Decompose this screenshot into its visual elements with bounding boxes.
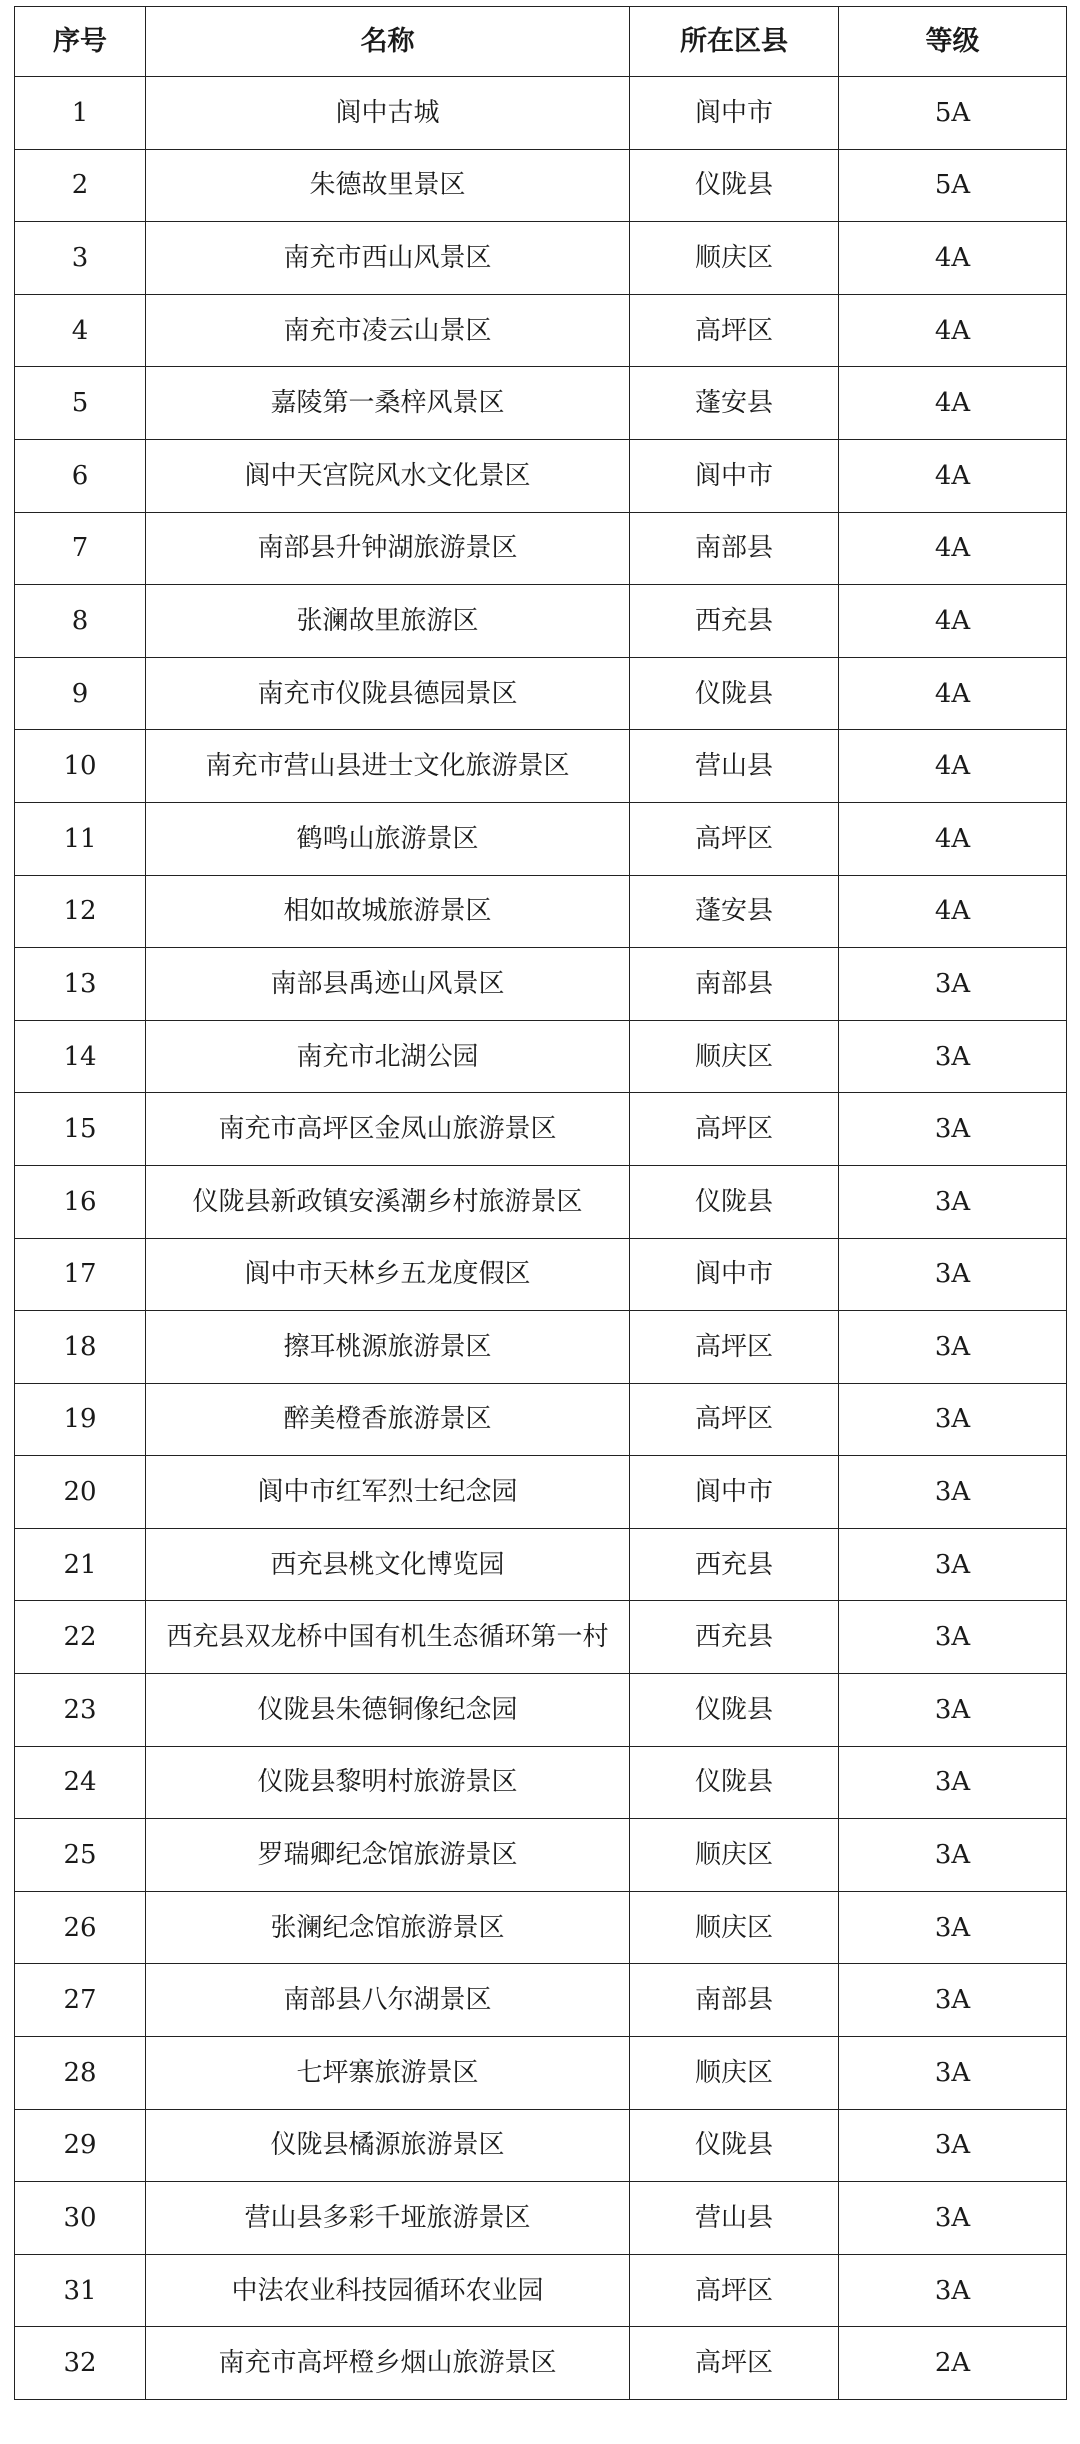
cell-scenic-name: 南充市高坪区金凤山旅游景区 (146, 1093, 630, 1166)
cell-district: 阆中市 (630, 1456, 839, 1529)
cell-district: 顺庆区 (630, 1819, 839, 1892)
cell-district: 高坪区 (630, 1311, 839, 1384)
cell-level: 3A (839, 2182, 1067, 2255)
cell-scenic-name: 南充市仪陇县德园景区 (146, 657, 630, 730)
table-row (15, 367, 1067, 440)
table-row (15, 2182, 1067, 2255)
cell-scenic-name: 相如故城旅游景区 (146, 875, 630, 948)
cell-district: 西充县 (630, 1528, 839, 1601)
cell-serial-number: 30 (15, 2182, 146, 2255)
cell-scenic-name: 南充市高坪橙乡烟山旅游景区 (146, 2327, 630, 2400)
cell-scenic-name: 南充市北湖公园 (146, 1020, 630, 1093)
cell-district: 阆中市 (630, 439, 839, 512)
table-row (15, 1964, 1067, 2037)
cell-scenic-name: 南充市西山风景区 (146, 222, 630, 295)
cell-scenic-name: 仪陇县朱德铜像纪念园 (146, 1674, 630, 1747)
cell-serial-number: 17 (15, 1238, 146, 1311)
cell-level: 4A (839, 730, 1067, 803)
cell-level: 3A (839, 1238, 1067, 1311)
cell-district: 高坪区 (630, 1093, 839, 1166)
cell-serial-number: 15 (15, 1093, 146, 1166)
cell-scenic-name: 仪陇县新政镇安溪潮乡村旅游景区 (146, 1165, 630, 1238)
cell-scenic-name: 南充市凌云山景区 (146, 294, 630, 367)
cell-serial-number: 27 (15, 1964, 146, 2037)
cell-district: 高坪区 (630, 1383, 839, 1456)
cell-serial-number: 13 (15, 948, 146, 1021)
cell-serial-number: 7 (15, 512, 146, 585)
cell-serial-number: 10 (15, 730, 146, 803)
cell-district: 南部县 (630, 1964, 839, 2037)
cell-level: 3A (839, 1383, 1067, 1456)
cell-scenic-name: 朱德故里景区 (146, 149, 630, 222)
cell-scenic-name: 中法农业科技园循环农业园 (146, 2254, 630, 2327)
scenic-spots-table-container (14, 6, 1066, 2400)
cell-serial-number: 5 (15, 367, 146, 440)
cell-serial-number: 3 (15, 222, 146, 295)
cell-level: 4A (839, 294, 1067, 367)
cell-district: 西充县 (630, 585, 839, 658)
cell-district: 仪陇县 (630, 149, 839, 222)
cell-district: 蓬安县 (630, 367, 839, 440)
cell-level: 3A (839, 1964, 1067, 2037)
cell-scenic-name: 张澜纪念馆旅游景区 (146, 1891, 630, 1964)
cell-scenic-name: 南部县八尔湖景区 (146, 1964, 630, 2037)
table-row (15, 1020, 1067, 1093)
cell-district: 高坪区 (630, 2327, 839, 2400)
cell-level: 3A (839, 1891, 1067, 1964)
cell-scenic-name: 罗瑞卿纪念馆旅游景区 (146, 1819, 630, 1892)
cell-serial-number: 8 (15, 585, 146, 658)
table-row (15, 1311, 1067, 1384)
table-row (15, 1383, 1067, 1456)
cell-district: 顺庆区 (630, 222, 839, 295)
cell-district: 顺庆区 (630, 1020, 839, 1093)
cell-serial-number: 14 (15, 1020, 146, 1093)
cell-serial-number: 24 (15, 1746, 146, 1819)
table-row (15, 1601, 1067, 1674)
cell-scenic-name: 仪陇县黎明村旅游景区 (146, 1746, 630, 1819)
cell-district: 高坪区 (630, 802, 839, 875)
cell-serial-number: 26 (15, 1891, 146, 1964)
cell-level: 3A (839, 1020, 1067, 1093)
table-row (15, 657, 1067, 730)
cell-level: 3A (839, 2109, 1067, 2182)
table-row (15, 1528, 1067, 1601)
cell-district: 顺庆区 (630, 1891, 839, 1964)
cell-serial-number: 22 (15, 1601, 146, 1674)
cell-scenic-name: 鹤鸣山旅游景区 (146, 802, 630, 875)
cell-serial-number: 4 (15, 294, 146, 367)
cell-scenic-name: 阆中古城 (146, 77, 630, 150)
cell-level: 3A (839, 1093, 1067, 1166)
cell-level: 3A (839, 1674, 1067, 1747)
cell-level: 4A (839, 585, 1067, 658)
cell-level: 3A (839, 1601, 1067, 1674)
cell-serial-number: 32 (15, 2327, 146, 2400)
table-row (15, 1093, 1067, 1166)
table-header-row (15, 7, 1067, 77)
table-row (15, 875, 1067, 948)
cell-scenic-name: 嘉陵第一桑梓风景区 (146, 367, 630, 440)
table-row (15, 585, 1067, 658)
table-row (15, 149, 1067, 222)
cell-district: 仪陇县 (630, 1165, 839, 1238)
cell-district: 营山县 (630, 730, 839, 803)
table-row (15, 1891, 1067, 1964)
cell-serial-number: 25 (15, 1819, 146, 1892)
cell-level: 3A (839, 1746, 1067, 1819)
table-row (15, 77, 1067, 150)
cell-level: 5A (839, 77, 1067, 150)
cell-district: 仪陇县 (630, 2109, 839, 2182)
cell-scenic-name: 阆中市天林乡五龙度假区 (146, 1238, 630, 1311)
header-district: 所在区县 (630, 7, 839, 77)
cell-scenic-name: 擦耳桃源旅游景区 (146, 1311, 630, 1384)
cell-district: 南部县 (630, 512, 839, 585)
table-row (15, 1819, 1067, 1892)
cell-level: 4A (839, 657, 1067, 730)
cell-scenic-name: 营山县多彩千垭旅游景区 (146, 2182, 630, 2255)
cell-level: 4A (839, 367, 1067, 440)
table-row (15, 2109, 1067, 2182)
cell-serial-number: 11 (15, 802, 146, 875)
cell-level: 3A (839, 1311, 1067, 1384)
header-name: 名称 (146, 7, 630, 77)
cell-serial-number: 20 (15, 1456, 146, 1529)
cell-district: 仪陇县 (630, 1674, 839, 1747)
cell-district: 高坪区 (630, 294, 839, 367)
scenic-spots-table (14, 6, 1067, 2400)
cell-scenic-name: 七坪寨旅游景区 (146, 2037, 630, 2110)
table-row (15, 802, 1067, 875)
cell-district: 蓬安县 (630, 875, 839, 948)
cell-serial-number: 12 (15, 875, 146, 948)
cell-level: 3A (839, 948, 1067, 1021)
table-row (15, 1746, 1067, 1819)
table-row (15, 512, 1067, 585)
cell-level: 4A (839, 439, 1067, 512)
cell-serial-number: 16 (15, 1165, 146, 1238)
cell-scenic-name: 阆中市红军烈士纪念园 (146, 1456, 630, 1529)
cell-level: 3A (839, 2254, 1067, 2327)
cell-scenic-name: 西充县桃文化博览园 (146, 1528, 630, 1601)
table-row (15, 439, 1067, 512)
cell-serial-number: 19 (15, 1383, 146, 1456)
cell-scenic-name: 醉美橙香旅游景区 (146, 1383, 630, 1456)
cell-serial-number: 2 (15, 149, 146, 222)
cell-level: 4A (839, 875, 1067, 948)
cell-district: 顺庆区 (630, 2037, 839, 2110)
cell-level: 3A (839, 1819, 1067, 1892)
table-row (15, 294, 1067, 367)
cell-serial-number: 31 (15, 2254, 146, 2327)
cell-level: 3A (839, 1528, 1067, 1601)
table-row (15, 222, 1067, 295)
table-row (15, 2254, 1067, 2327)
table-row (15, 1674, 1067, 1747)
cell-district: 仪陇县 (630, 657, 839, 730)
table-row (15, 2037, 1067, 2110)
cell-district: 阆中市 (630, 1238, 839, 1311)
cell-level: 3A (839, 2037, 1067, 2110)
cell-scenic-name: 南部县升钟湖旅游景区 (146, 512, 630, 585)
cell-level: 3A (839, 1456, 1067, 1529)
cell-serial-number: 29 (15, 2109, 146, 2182)
cell-serial-number: 9 (15, 657, 146, 730)
table-row (15, 730, 1067, 803)
cell-level: 5A (839, 149, 1067, 222)
cell-serial-number: 6 (15, 439, 146, 512)
cell-district: 高坪区 (630, 2254, 839, 2327)
cell-scenic-name: 张澜故里旅游区 (146, 585, 630, 658)
cell-level: 3A (839, 1165, 1067, 1238)
cell-district: 南部县 (630, 948, 839, 1021)
cell-scenic-name: 南充市营山县进士文化旅游景区 (146, 730, 630, 803)
table-row (15, 1238, 1067, 1311)
cell-serial-number: 1 (15, 77, 146, 150)
header-level: 等级 (839, 7, 1067, 77)
cell-scenic-name: 仪陇县橘源旅游景区 (146, 2109, 630, 2182)
cell-level: 4A (839, 802, 1067, 875)
cell-serial-number: 18 (15, 1311, 146, 1384)
cell-serial-number: 28 (15, 2037, 146, 2110)
cell-scenic-name: 南部县禹迹山风景区 (146, 948, 630, 1021)
table-row (15, 1456, 1067, 1529)
cell-district: 营山县 (630, 2182, 839, 2255)
cell-district: 西充县 (630, 1601, 839, 1674)
table-row (15, 2327, 1067, 2400)
cell-serial-number: 23 (15, 1674, 146, 1747)
cell-serial-number: 21 (15, 1528, 146, 1601)
cell-scenic-name: 西充县双龙桥中国有机生态循环第一村 (146, 1601, 630, 1674)
cell-district: 仪陇县 (630, 1746, 839, 1819)
header-serial-number: 序号 (15, 7, 146, 77)
cell-district: 阆中市 (630, 77, 839, 150)
cell-level: 2A (839, 2327, 1067, 2400)
table-row (15, 1165, 1067, 1238)
cell-level: 4A (839, 222, 1067, 295)
table-body (15, 77, 1067, 2400)
table-row (15, 948, 1067, 1021)
cell-scenic-name: 阆中天宫院风水文化景区 (146, 439, 630, 512)
cell-level: 4A (839, 512, 1067, 585)
